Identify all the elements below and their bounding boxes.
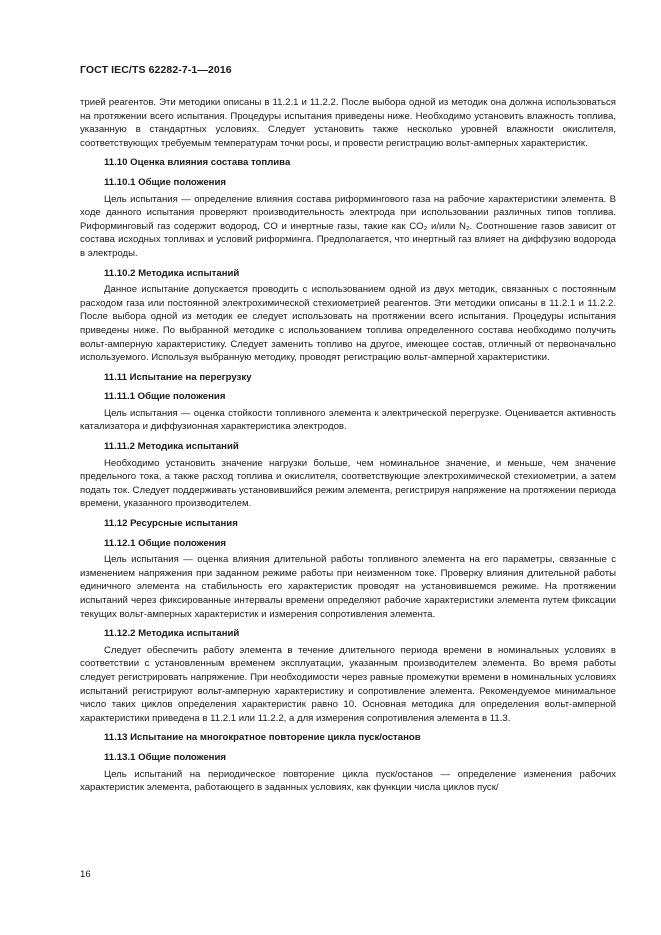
section-heading: 11.11.2 Методика испытаний — [104, 441, 239, 453]
page-number: 16 — [80, 869, 91, 880]
section-heading: 11.12.2 Методика испытаний — [104, 628, 240, 640]
document-body — [80, 96, 616, 795]
section-heading: 11.11.1 Общие положения — [104, 391, 226, 403]
paragraph: трией реагентов. Эти методики описаны в 11.2.1 и 11.2.2. После выбора одной из методик она должна использоваться на протяжении всего испытания. Процедуры испытания приведены ниже. Необходимо установить влажность топлива, указанную в стандартных условиях. Следует установить также несколько уровней влажности окислителя, соответствующих требуемым температурам точки росы, и провести регистрацию вольт-амперных характеристик. — [80, 97, 616, 149]
paragraph: Данное испытание допускается проводить с использованием одной из двух методик, связанных с постоянным расходом газа или постоянной электрохимической стехиометрией реагентов. Эти методики описаны в 11.2.1 и 11.2.2. После выбора одной из методик ее следует использовать на протяжении всего испытания. Процедуры испытания приведены ниже. По выбранной методике с использованием топлива определенного состава необходимо получить вольт-амперную характеристику. Следует заменить топливо на другое, имеющее состав, отличный от первоначально используемого. Используя выбранную методику, проводят регистрацию вольт-амперной характеристики. — [80, 284, 616, 364]
section-heading: 11.12 Ресурсные испытания — [104, 518, 238, 530]
section-heading: 11.11 Испытание на перегрузку — [104, 371, 252, 383]
section-heading: 11.13.1 Общие положения — [104, 751, 226, 763]
paragraph: Цель испытания — оценка влияния длительной работы топливного элемента на его параметры, связанные с изменением напряжения при заданном режиме работы при неизменном токе. Проверку влияния длительной работы единичного элемента на стабильность его характеристик проводят на установившемся режиме. На протяжении испытаний через фиксированные интервалы времени определяют рабочие характеристики элемента путем фиксации текущих вольт-амперных характеристик и измерения сопротивления элемента. — [80, 554, 616, 620]
section-heading: 11.10 Оценка влияния состава топлива — [104, 157, 291, 169]
section-heading: 11.10.1 Общие положения — [104, 176, 226, 188]
paragraph: Цель испытания — оценка стойкости топливного элемента к электрической перегрузке. Оценивается активность катализатора и диффузионная характеристика электродов. — [80, 407, 616, 433]
paragraph: Следует обеспечить работу элемента в течение длительного периода времени в номинальных условиях в соответствии с установленным временем эксплуатации, указанным производителем элемента. Во время работы следует регистрировать напряжение. При необходимости через равные промежутки времени в номинальных условиях испытаний регистрируют вольт-амперную характеристику и сопротивление элемента. Рекомендуемое минимальное число таких циклов определения характеристик равно 10. Основная методика для определения вольт-амперной характеристики приведена в 11.2.1 или 11.2.2, а для измерения сопротивления элемента в 11.3. — [80, 644, 616, 724]
paragraph: Необходимо установить значение нагрузки больше, чем номинальное значение, и меньше, чем значение предельного тока, а также расход топлива и окислителя, соответствующие электрохимической стехиометрии, а затем подать ток. Следует поддерживать установившийся режим элемента, регистрируя напряжение на протяжении периода времени, указанного производителем. — [80, 457, 616, 510]
section-heading: 11.13 Испытание на многократное повторение цикла пуск/останов — [104, 732, 421, 744]
document-header: ГОСТ IEC/TS 62282-7-1—2016 — [80, 64, 232, 76]
section-heading: 11.12.1 Общие положения — [104, 537, 226, 549]
paragraph: Цель испытания — определение влияния состава риформингового газа на рабочие характеристики элемента. В ходе данного испытания проверяют производительность электрода при использовании различных типов топлива. Риформинговый газ содержит водород, CO и инертные газы, такие как CO₂ и/или N₂. Соотношение газов зависит от состава исходных топливах и условий риформинга. Предполагается, что инертный газ влияет на диффузию водорода в электроды. — [80, 193, 616, 259]
paragraph: Цель испытаний на периодическое повторение цикла пуск/останов — определение изменения рабочих характеристик элемента, работающего в заданных условиях, как функции числа циклов пуск/ — [80, 768, 616, 794]
section-heading: 11.10.2 Методика испытаний — [104, 267, 240, 279]
